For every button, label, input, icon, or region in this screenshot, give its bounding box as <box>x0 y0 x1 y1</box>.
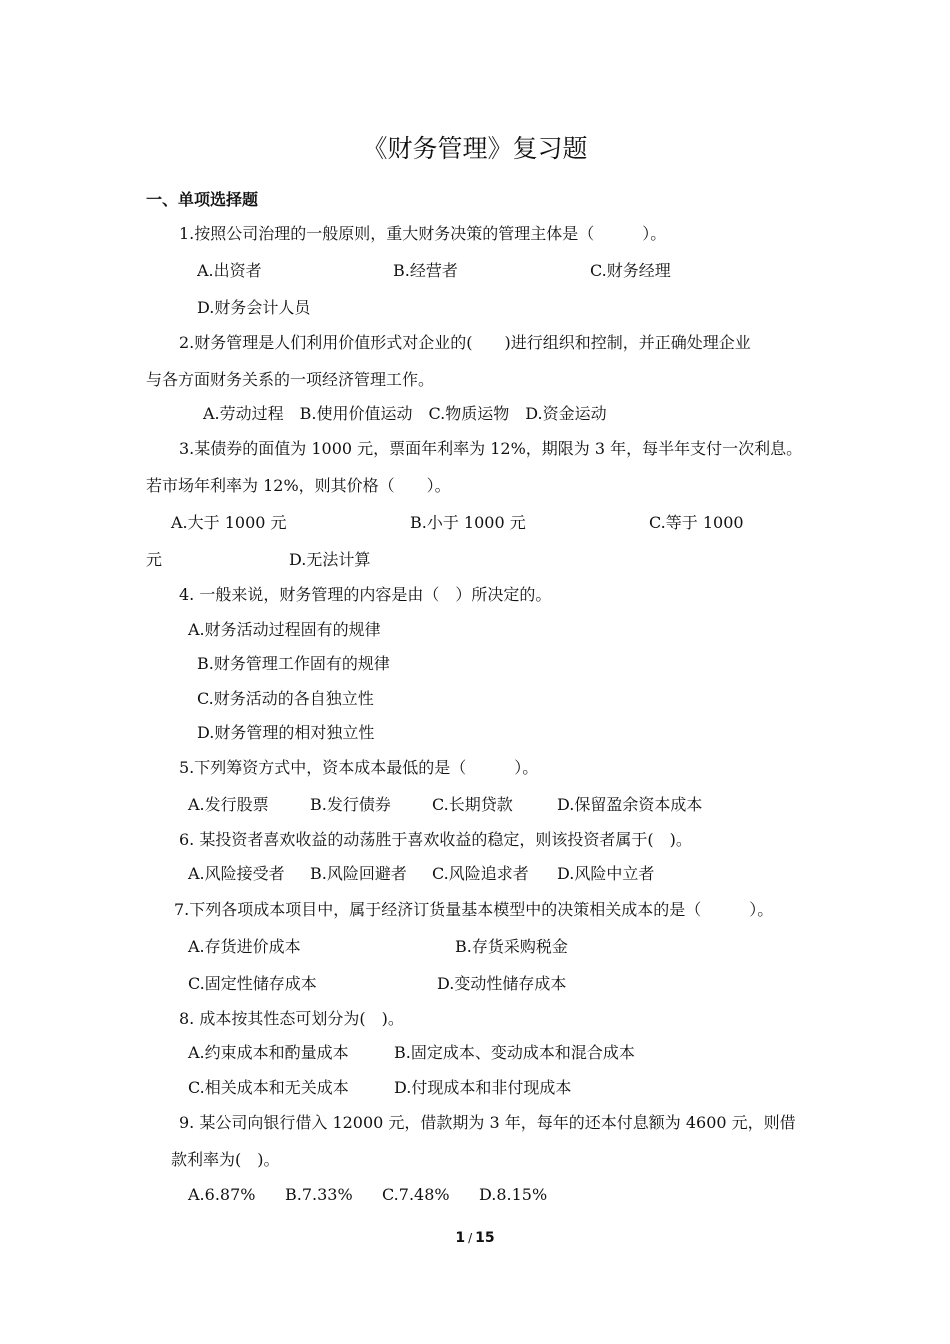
question-4-option-d: D.财务管理的相对独立性 <box>197 723 375 742</box>
question-1-option-d: D.财务会计人员 <box>197 298 311 317</box>
question-7-option-d: D.变动性储存成本 <box>437 974 567 993</box>
question-3-option-b: B.小于 1000 元 <box>410 513 526 532</box>
current-page: 1 <box>455 1230 466 1246</box>
question-1-option-c: C.财务经理 <box>590 261 671 280</box>
question-9-option-d: D.8.15% <box>479 1185 548 1204</box>
question-9-option-c: C.7.48% <box>382 1185 450 1204</box>
question-8-option-a: A.约束成本和酌量成本 <box>188 1043 349 1062</box>
total-pages: 15 <box>475 1230 495 1246</box>
question-5-stem: 5.下列筹资方式中，资本成本最低的是（ ）。 <box>179 758 539 777</box>
question-6-stem: 6. 某投资者喜欢收益的动荡胜于喜欢收益的稳定，则该投资者属于( )。 <box>179 830 692 849</box>
question-9-stem-cont: 款利率为( )。 <box>171 1150 280 1169</box>
question-2-stem-cont: 与各方面财务关系的一项经济管理工作。 <box>146 370 435 389</box>
page-number <box>0 1230 950 1246</box>
question-4-option-a: A.财务活动过程固有的规律 <box>188 620 381 639</box>
question-8-option-d: D.付现成本和非付现成本 <box>394 1078 572 1097</box>
question-3-option-c-wrap: 元 <box>146 550 163 569</box>
question-9-stem: 9. 某公司向银行借入 12000 元，借款期为 3 年，每年的还本付息额为 4600 元，则借 <box>179 1113 796 1132</box>
question-5-option-c: C.长期贷款 <box>432 795 513 814</box>
question-5-option-a: A.发行股票 <box>188 795 269 814</box>
question-2-stem: 2.财务管理是人们利用价值形式对企业的( )进行组织和控制，并正确处理企业 <box>179 333 751 352</box>
question-3-stem: 3.某债券的面值为 1000 元，票面年利率为 12%，期限为 3 年，每半年支付一次利息。 <box>179 439 803 458</box>
question-7-option-a: A.存货进价成本 <box>188 937 301 956</box>
section-heading: 一、单项选择题 <box>146 190 259 209</box>
question-7-option-b: B.存货采购税金 <box>455 937 568 956</box>
question-7-stem: 7.下列各项成本项目中，属于经济订货量基本模型中的决策相关成本的是（ ）。 <box>174 900 774 919</box>
question-4-option-b: B.财务管理工作固有的规律 <box>197 654 390 673</box>
question-5-option-b: B.发行债券 <box>310 795 391 814</box>
question-6-option-a: A.风险接受者 <box>188 864 285 883</box>
question-3-option-a: A.大于 1000 元 <box>171 513 287 532</box>
question-2-options: A.劳动过程 B.使用价值运动 C.物质运物 D.资金运动 <box>203 404 607 423</box>
question-5-option-d: D.保留盈余资本成本 <box>557 795 703 814</box>
question-6-option-c: C.风险追求者 <box>432 864 529 883</box>
page-separator: / <box>468 1231 473 1245</box>
question-1-option-a: A.出资者 <box>197 261 262 280</box>
question-4-stem: 4. 一般来说，财务管理的内容是由（ ）所决定的。 <box>179 585 552 604</box>
question-9-option-a: A.6.87% <box>188 1185 256 1204</box>
question-7-option-c: C.固定性储存成本 <box>188 974 317 993</box>
question-8-stem: 8. 成本按其性态可划分为( )。 <box>179 1009 404 1028</box>
question-6-option-d: D.风险中立者 <box>557 864 655 883</box>
question-3-option-d: D.无法计算 <box>289 550 371 569</box>
question-8-option-c: C.相关成本和无关成本 <box>188 1078 349 1097</box>
question-9-option-b: B.7.33% <box>285 1185 353 1204</box>
question-3-stem-cont: 若市场年利率为 12%，则其价格（ ）。 <box>146 476 451 495</box>
question-8-option-b: B.固定成本、变动成本和混合成本 <box>394 1043 635 1062</box>
question-1-option-b: B.经营者 <box>393 261 458 280</box>
question-4-option-c: C.财务活动的各自独立性 <box>197 689 374 708</box>
question-3-option-c: C.等于 1000 <box>649 513 744 532</box>
question-1-stem: 1.按照公司治理的一般原则，重大财务决策的管理主体是（ ）。 <box>179 224 667 243</box>
question-6-option-b: B.风险回避者 <box>310 864 407 883</box>
document-title: 《财务管理》复习题 <box>362 134 588 163</box>
